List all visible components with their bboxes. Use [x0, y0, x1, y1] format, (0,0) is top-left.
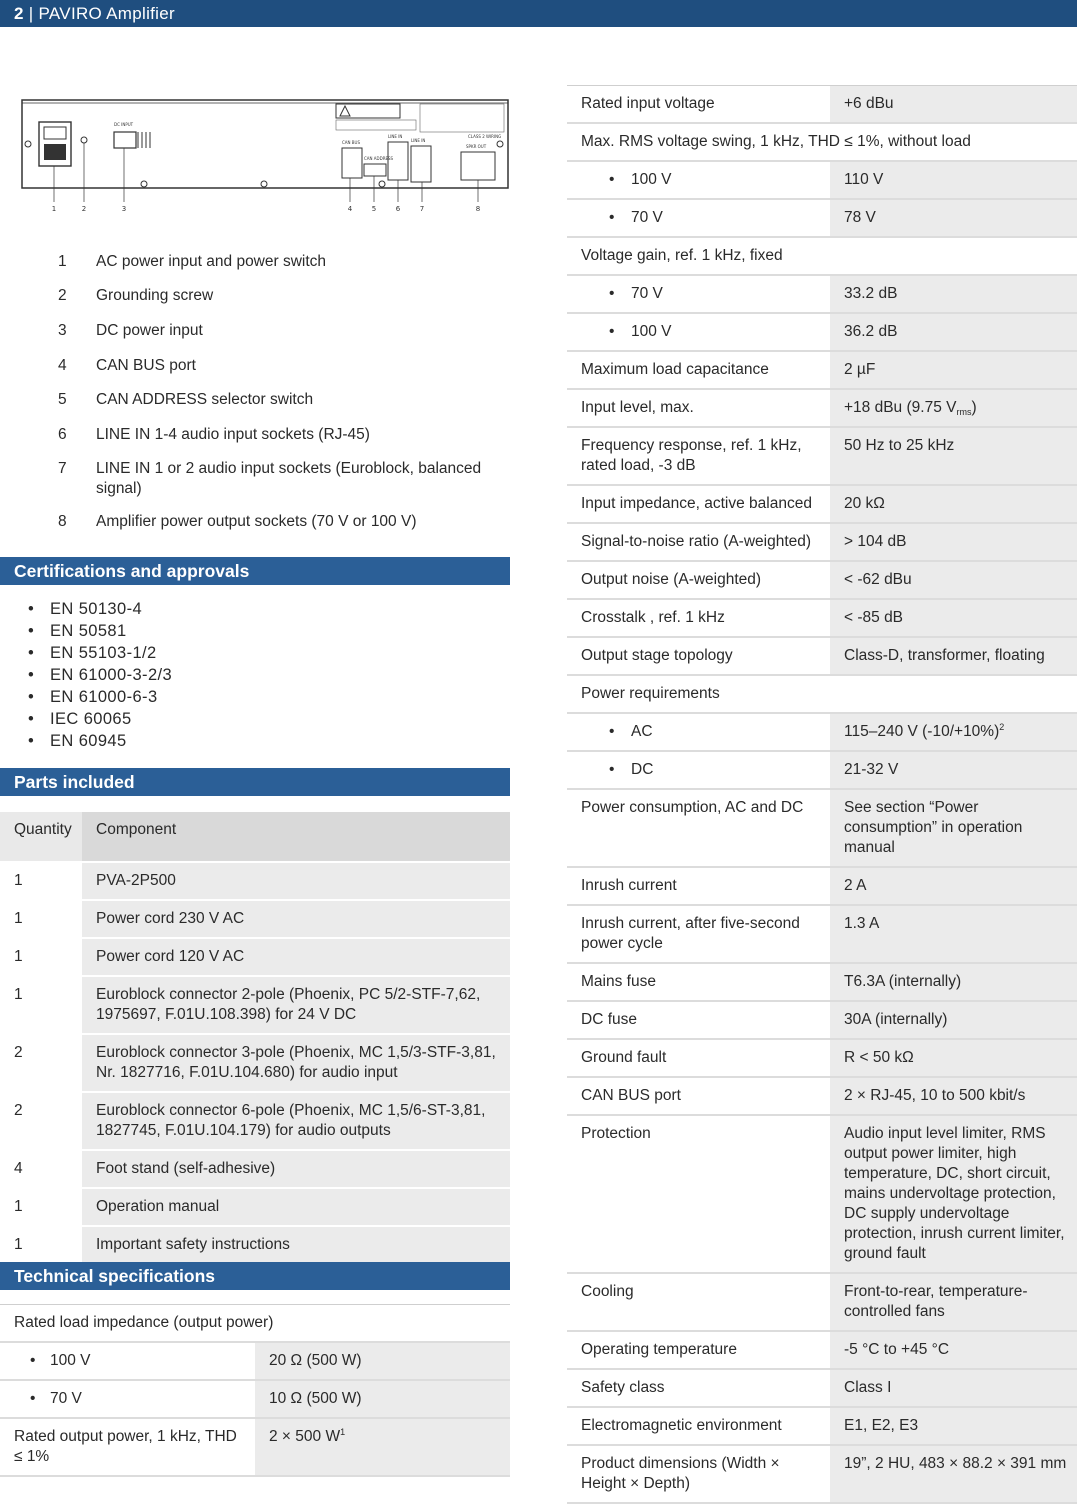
info-label-left: [336, 120, 416, 130]
spec-value: 21-32 V: [830, 751, 1077, 789]
output-specs-table: [0, 1304, 510, 1477]
bullet-mark: •: [609, 285, 615, 302]
legend-item: [0, 390, 510, 410]
mounting-screw: [261, 181, 267, 187]
spec-value: Class-D, transformer, floating: [830, 637, 1077, 675]
certification: EN 50581: [50, 622, 127, 640]
spec-label: [0, 1380, 255, 1418]
bullet-mark: •: [30, 1390, 36, 1407]
certifications-list: [0, 598, 510, 752]
quantity-cell: 4: [0, 1150, 82, 1188]
spec-value: Audio input level limiter, RMS output power limiter, high temperature, DC, short circuit, mains undervoltage protection, DC supply undervoltage protection, inrush current limiter, ground fault: [830, 1115, 1077, 1273]
table-row: [567, 237, 1077, 275]
can-address-panel-label: CAN ADDRESS: [364, 156, 394, 161]
spec-label: Voltage gain, ref. 1 kHz, fixed: [567, 237, 1077, 275]
info-label-right: [420, 104, 504, 132]
legend-number: 1: [58, 253, 67, 270]
table-row: [567, 789, 1077, 867]
amplifier-rear-panel-diagram: [18, 94, 510, 220]
list-item: [0, 620, 510, 642]
can-bus-port: [342, 148, 362, 178]
spec-value-text: 115–240 V (-10/+10%): [844, 723, 1000, 740]
spec-label: Power requirements: [567, 675, 1077, 713]
spec-value: 78 V: [830, 199, 1077, 237]
spec-sub-label: 70 V: [631, 209, 663, 226]
spec-label: Output noise (A-weighted): [567, 561, 830, 599]
table-row: [0, 1305, 510, 1343]
technical-specifications-heading: Technical specifications: [0, 1262, 510, 1290]
list-item: [0, 730, 510, 752]
table-row: [567, 1039, 1077, 1077]
spec-label: [567, 199, 830, 237]
legend-item: [0, 321, 510, 341]
spec-sub-label: 100 V: [631, 171, 672, 188]
spec-value: T6.3A (internally): [830, 963, 1077, 1001]
spec-value: 33.2 dB: [830, 275, 1077, 313]
spec-sub-label: 70 V: [50, 1390, 82, 1407]
component-cell: Power cord 120 V AC: [82, 938, 510, 976]
table-row: [567, 599, 1077, 637]
can-bus-panel-label: CAN BUS: [342, 140, 361, 145]
spec-sub-label: 70 V: [631, 285, 663, 302]
spec-value: 30A (internally): [830, 1001, 1077, 1039]
spec-label: Safety class: [567, 1369, 830, 1407]
legend-text: Amplifier power output sockets (70 V or 100 V): [96, 513, 417, 530]
spec-label: DC fuse: [567, 1001, 830, 1039]
table-row: [567, 86, 1077, 124]
table-row: [567, 867, 1077, 905]
table-row: [567, 523, 1077, 561]
parts-table: [0, 812, 510, 1265]
spec-value: 36.2 dB: [830, 313, 1077, 351]
footnote-marker: 2: [999, 722, 1005, 732]
mounting-screw: [25, 141, 31, 147]
list-item: [0, 598, 510, 620]
parts-heading: Parts included: [0, 768, 510, 796]
list-item: [0, 708, 510, 730]
spec-label: Electromagnetic environment: [567, 1407, 830, 1445]
table-row: [0, 1092, 510, 1150]
table-row: [567, 485, 1077, 523]
legend-text: DC power input: [96, 322, 203, 339]
callout-6: 6: [395, 205, 401, 213]
spec-value: > 104 dB: [830, 523, 1077, 561]
table-row: [567, 1369, 1077, 1407]
column-header-quantity: Quantity: [0, 812, 82, 862]
table-row: [567, 275, 1077, 313]
spec-label: [567, 751, 830, 789]
legend-text: AC power input and power switch: [96, 253, 327, 270]
legend-number: 5: [58, 391, 67, 408]
legend-text: LINE IN 1 or 2 audio input sockets (Euroblock, balanced signal): [96, 460, 482, 497]
table-row: [567, 963, 1077, 1001]
table-row: [567, 561, 1077, 599]
chassis-outline: [22, 100, 508, 188]
certification: IEC 60065: [50, 710, 132, 728]
spec-label: Output stage topology: [567, 637, 830, 675]
spec-label: Operating temperature: [567, 1331, 830, 1369]
component-cell: PVA-2P500: [82, 862, 510, 900]
table-row: [567, 161, 1077, 199]
callout-5: 5: [371, 205, 377, 213]
spec-value: 50 Hz to 25 kHz: [830, 427, 1077, 485]
component-cell: Euroblock connector 3-pole (Phoenix, MC 1,5/3-STF-3,81, Nr. 1827716, F.01U.104.680) for audio input: [82, 1034, 510, 1092]
spec-sub-label: 100 V: [631, 323, 672, 340]
component-cell: Euroblock connector 2-pole (Phoenix, PC 5/2-STF-7,62, 1975697, F.01U.108.398) for 24 V DC: [82, 976, 510, 1034]
table-row: [567, 751, 1077, 789]
spec-sub-label: 100 V: [50, 1352, 91, 1369]
legend-number: 6: [58, 426, 67, 443]
legend-text: Grounding screw: [96, 287, 214, 304]
spec-label: [567, 161, 830, 199]
spec-label: Mains fuse: [567, 963, 830, 1001]
table-row: [567, 1407, 1077, 1445]
dc-input-panel-label: DC INPUT: [114, 122, 134, 127]
callout-3: 3: [121, 205, 127, 213]
quantity-cell: 1: [0, 862, 82, 900]
component-cell: Operation manual: [82, 1188, 510, 1226]
page-number: 2: [14, 4, 24, 23]
iec-socket: [44, 144, 66, 160]
can-address-switch: [364, 164, 386, 176]
spec-label: Crosstalk , ref. 1 kHz: [567, 599, 830, 637]
spec-label: [567, 275, 830, 313]
legend-item: [0, 356, 510, 376]
legend-item: [0, 252, 510, 272]
spec-value: R < 50 kΩ: [830, 1039, 1077, 1077]
spec-value: E1, E2, E3: [830, 1407, 1077, 1445]
table-row: [567, 1445, 1077, 1503]
quantity-cell: 2: [0, 1092, 82, 1150]
connector-legend: [0, 252, 510, 532]
quantity-cell: 2: [0, 1034, 82, 1092]
mounting-screw: [497, 141, 503, 147]
certification: EN 50130-4: [50, 600, 143, 618]
bullet-mark: •: [609, 723, 615, 740]
spec-value: 2 × RJ-45, 10 to 500 kbit/s: [830, 1077, 1077, 1115]
list-item: [0, 642, 510, 664]
table-row: [0, 1342, 510, 1380]
spec-label: Maximum load capacitance: [567, 351, 830, 389]
spec-label: Rated output power, 1 kHz, THD ≤ 1%: [0, 1418, 255, 1476]
table-row: [567, 713, 1077, 751]
callout-8: 8: [475, 205, 481, 213]
spec-value: Front-to-rear, temperature-controlled fans: [830, 1273, 1077, 1331]
legend-text: LINE IN 1-4 audio input sockets (RJ-45): [96, 426, 370, 443]
bullet-mark: •: [28, 600, 35, 618]
spec-value: 1.3 A: [830, 905, 1077, 963]
callout-4: 4: [347, 205, 353, 213]
bullet-mark: •: [609, 761, 615, 778]
bullet-mark: •: [28, 666, 35, 684]
spec-label: Inrush current, after five-second power cycle: [567, 905, 830, 963]
line-in-rj45: [388, 142, 408, 180]
table-row: [0, 1034, 510, 1092]
bullet-mark: •: [609, 209, 615, 226]
table-row: [567, 389, 1077, 427]
table-row: [0, 1226, 510, 1264]
legend-item: [0, 459, 510, 499]
spec-label: CAN BUS port: [567, 1077, 830, 1115]
spec-value: 20 kΩ: [830, 485, 1077, 523]
spec-value: 110 V: [830, 161, 1077, 199]
spec-label: Inrush current: [567, 867, 830, 905]
certification: EN 55103-1/2: [50, 644, 157, 662]
table-row: [0, 1418, 510, 1476]
component-cell: Important safety instructions: [82, 1226, 510, 1264]
spec-value: +6 dBu: [830, 86, 1077, 124]
legend-item: [0, 425, 510, 445]
component-cell: Power cord 230 V AC: [82, 900, 510, 938]
certifications-heading: Certifications and approvals: [0, 557, 510, 585]
spec-label: Signal-to-noise ratio (A-weighted): [567, 523, 830, 561]
specifications-table: [567, 85, 1077, 1504]
table-row: [567, 313, 1077, 351]
spec-value: 2 A: [830, 867, 1077, 905]
table-row: [0, 862, 510, 900]
spec-value: [830, 713, 1077, 751]
spec-label: Power consumption, AC and DC: [567, 789, 830, 867]
legend-number: 4: [58, 357, 67, 374]
bullet-mark: •: [28, 732, 35, 750]
spec-value: [830, 389, 1077, 427]
speaker-output-block: [461, 152, 495, 180]
spec-label: Max. RMS voltage swing, 1 kHz, THD ≤ 1%, without load: [567, 123, 1077, 161]
line-in-euroblock: [411, 146, 431, 182]
callout-leader-lines: [54, 143, 478, 202]
spec-value: -5 °C to +45 °C: [830, 1331, 1077, 1369]
table-row: [0, 976, 510, 1034]
component-cell: Foot stand (self-adhesive): [82, 1150, 510, 1188]
dc-power-terminal: [114, 132, 136, 148]
spec-value-text: 2 × 500 W: [269, 1428, 341, 1445]
callout-1: 1: [51, 205, 57, 213]
grounding-screw: [81, 137, 87, 143]
spec-value: See section “Power consumption” in operation manual: [830, 789, 1077, 867]
spec-value: [255, 1418, 510, 1476]
legend-item: [0, 286, 510, 306]
spec-value: < -85 dB: [830, 599, 1077, 637]
quantity-cell: 1: [0, 900, 82, 938]
legend-item: [0, 512, 510, 532]
component-cell: Euroblock connector 6-pole (Phoenix, MC 1,5/6-ST-3,81, 1827745, F.01U.104.179) for audio outputs: [82, 1092, 510, 1150]
spec-label: Protection: [567, 1115, 830, 1273]
legend-text: CAN BUS port: [96, 357, 196, 374]
table-row: [0, 900, 510, 938]
document-title: PAVIRO Amplifier: [38, 4, 175, 23]
table-row: [567, 427, 1077, 485]
spec-label: Rated input voltage: [567, 86, 830, 124]
speaker-output-panel-label: SPKR OUT: [466, 144, 487, 149]
quantity-cell: 1: [0, 1226, 82, 1264]
legend-number: 8: [58, 513, 67, 530]
subscript: rms: [956, 407, 972, 417]
legend-number: 2: [58, 287, 67, 304]
line-in-rj45-panel-label: LINE IN: [388, 134, 403, 139]
list-item: [0, 686, 510, 708]
spec-value-text: +18 dBu (9.75 V: [844, 399, 957, 416]
table-row: [567, 351, 1077, 389]
line-in-euroblock-panel-label: LINE IN: [411, 138, 426, 143]
spec-label: [567, 313, 830, 351]
footnote-marker: 1: [340, 1427, 346, 1437]
spec-label: Ground fault: [567, 1039, 830, 1077]
table-row: [567, 1273, 1077, 1331]
spec-label: Frequency response, ref. 1 kHz, rated load, -3 dB: [567, 427, 830, 485]
spec-value: 10 Ω (500 W): [255, 1380, 510, 1418]
quantity-cell: 1: [0, 938, 82, 976]
callout-7: 7: [419, 205, 425, 213]
table-row: [0, 1150, 510, 1188]
spec-value: 20 Ω (500 W): [255, 1342, 510, 1380]
certification: EN 60945: [50, 732, 127, 750]
table-row: [567, 637, 1077, 675]
table-row: [0, 1380, 510, 1418]
spec-label: Input impedance, active balanced: [567, 485, 830, 523]
spec-value: < -62 dBu: [830, 561, 1077, 599]
legend-number: 3: [58, 322, 67, 339]
bullet-mark: •: [28, 710, 35, 728]
legend-text: CAN ADDRESS selector switch: [96, 391, 314, 408]
list-item: [0, 664, 510, 686]
spec-value: 2 µF: [830, 351, 1077, 389]
bullet-mark: •: [30, 1352, 36, 1369]
table-row: [567, 1077, 1077, 1115]
quantity-cell: 1: [0, 1188, 82, 1226]
bullet-mark: •: [28, 688, 35, 706]
table-row: [567, 905, 1077, 963]
bullet-mark: •: [609, 323, 615, 340]
spec-label: [0, 1342, 255, 1380]
spec-label: Rated load impedance (output power): [0, 1305, 510, 1343]
spec-value: 19”, 2 HU, 483 × 88.2 × 391 mm: [830, 1445, 1077, 1503]
certification: EN 61000-6-3: [50, 688, 158, 706]
legend-number: 7: [58, 460, 67, 477]
spec-value-end: ): [971, 399, 977, 416]
table-row: [567, 123, 1077, 161]
spec-label: Product dimensions (Width × Height × Depth): [567, 1445, 830, 1503]
bullet-mark: •: [28, 622, 35, 640]
spec-sub-label: AC: [631, 723, 653, 740]
spec-sub-label: DC: [631, 761, 654, 778]
column-header-component: Component: [82, 812, 510, 862]
table-row: [567, 1001, 1077, 1039]
table-header-row: [0, 812, 510, 862]
fins-block: [138, 132, 150, 148]
mounting-screw: [379, 181, 385, 187]
header-separator: |: [28, 4, 34, 23]
spec-label: [567, 713, 830, 751]
table-row: [567, 675, 1077, 713]
page-header: [0, 0, 1077, 27]
class2-wiring-panel-label: CLASS 2 WIRING: [468, 134, 502, 139]
spec-value: Class I: [830, 1369, 1077, 1407]
table-row: [567, 1331, 1077, 1369]
table-row: [567, 1115, 1077, 1273]
spec-label: Input level, max.: [567, 389, 830, 427]
table-row: [567, 199, 1077, 237]
certification: EN 61000-3-2/3: [50, 666, 173, 684]
bullet-mark: •: [28, 644, 35, 662]
spec-label: Cooling: [567, 1273, 830, 1331]
mounting-screw: [141, 181, 147, 187]
quantity-cell: 1: [0, 976, 82, 1034]
table-row: [0, 1188, 510, 1226]
callout-2: 2: [81, 205, 87, 213]
bullet-mark: •: [609, 171, 615, 188]
table-row: [0, 938, 510, 976]
warning-triangle-icon: [340, 106, 350, 116]
